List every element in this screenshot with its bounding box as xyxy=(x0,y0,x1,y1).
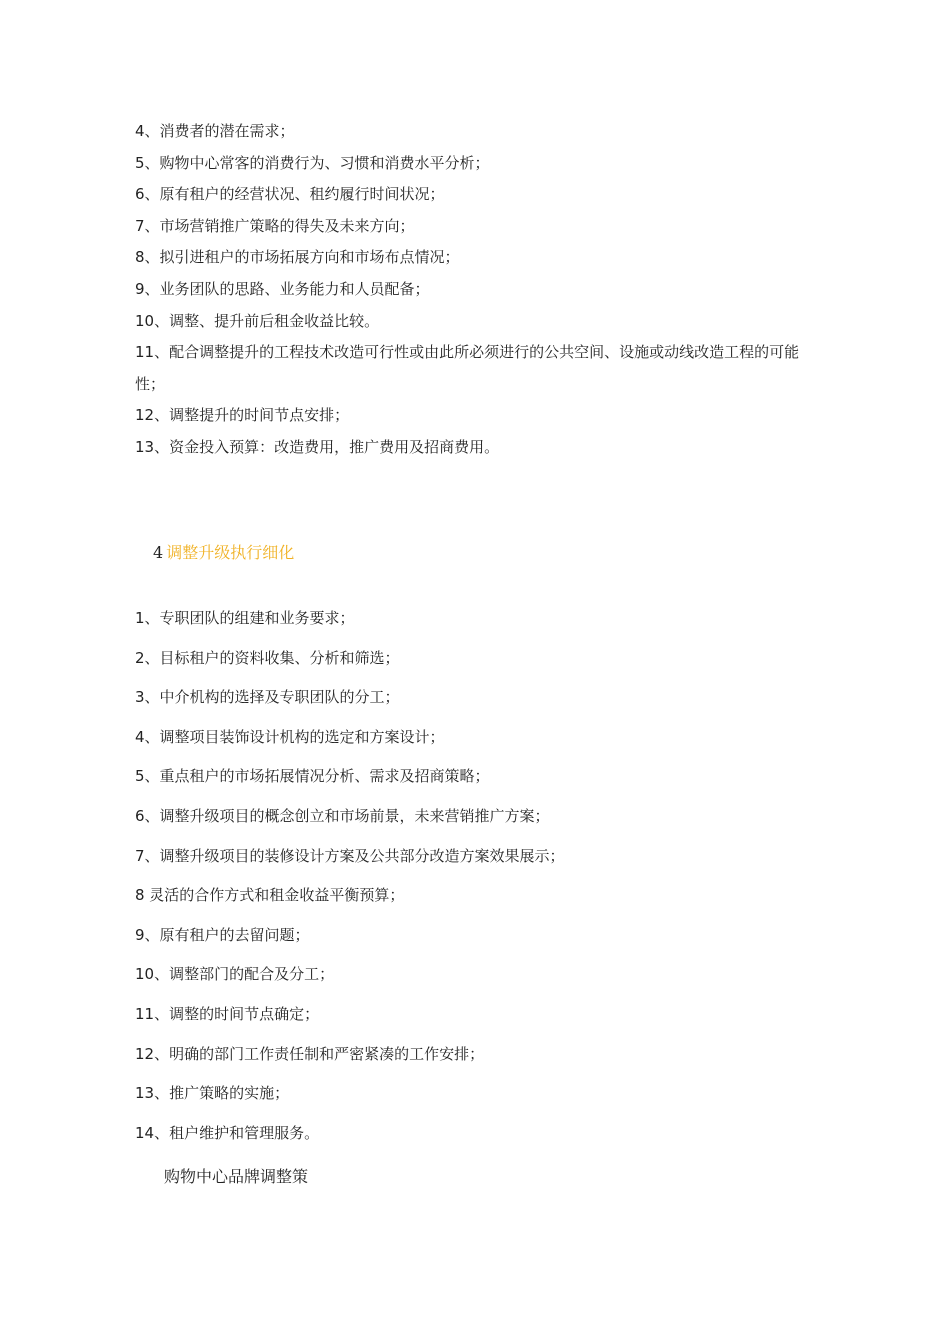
list-item: 14、租户维护和管理服务。 xyxy=(135,1123,320,1142)
footer-title: 购物中心品牌调整策 xyxy=(164,1167,309,1186)
list-item: 4、调整项目装饰设计机构的选定和方案设计； xyxy=(135,727,445,746)
list-item: 5、购物中心常客的消费行为、习惯和消费水平分析； xyxy=(135,153,490,172)
section-number: 4 xyxy=(153,543,164,562)
list-item: 8、拟引进租户的市场拓展方向和市场布点情况； xyxy=(135,248,460,267)
list-item: 13、资金投入预算：改造费用，推广费用及招商费用。 xyxy=(135,437,500,456)
list-item: 1、专职团队的组建和业务要求； xyxy=(135,609,355,627)
list-item: 2、目标租户的资料收集、分析和筛选； xyxy=(135,648,400,667)
list-item: 7、调整升级项目的装修设计方案及公共部分改造方案效果展示； xyxy=(135,846,565,865)
section-title: 调整升级执行细化 xyxy=(166,543,295,562)
list-item: 12、明确的部门工作责任制和严密紧凑的工作安排； xyxy=(135,1044,485,1063)
list-item: 11、调整的时间节点确定； xyxy=(135,1004,320,1023)
list-item: 7、市场营销推广策略的得失及未来方向； xyxy=(135,216,415,235)
list-item: 12、调整提升的时间节点安排； xyxy=(135,406,350,425)
list-item: 10、调整部门的配合及分工； xyxy=(135,965,335,984)
list-item: 4、消费者的潜在需求； xyxy=(135,122,295,140)
section-heading xyxy=(153,541,294,565)
list-item: 9、原有租户的去留问题； xyxy=(135,925,310,944)
list-item: 5、重点租户的市场拓展情况分析、需求及招商策略； xyxy=(135,767,490,786)
previous-section-list xyxy=(135,116,825,464)
list-item: 10、调整、提升前后租金收益比较。 xyxy=(135,311,380,330)
list-item: 11、配合调整提升的工程技术改造可行性或由此所必须进行的公共空间、设施或动线改造工程的可能性； xyxy=(135,343,800,393)
execution-details-list xyxy=(135,599,825,1153)
list-item: 9、业务团队的思路、业务能力和人员配备； xyxy=(135,279,430,298)
list-item: 13、推广策略的实施； xyxy=(135,1084,290,1103)
list-item: 6、原有租户的经营状况、租约履行时间状况； xyxy=(135,185,445,204)
list-item: 8 灵活的合作方式和租金收益平衡预算； xyxy=(135,886,405,905)
list-item: 3、中介机构的选择及专职团队的分工； xyxy=(135,688,400,707)
list-item: 6、调整升级项目的概念创立和市场前景，未来营销推广方案； xyxy=(135,806,550,825)
